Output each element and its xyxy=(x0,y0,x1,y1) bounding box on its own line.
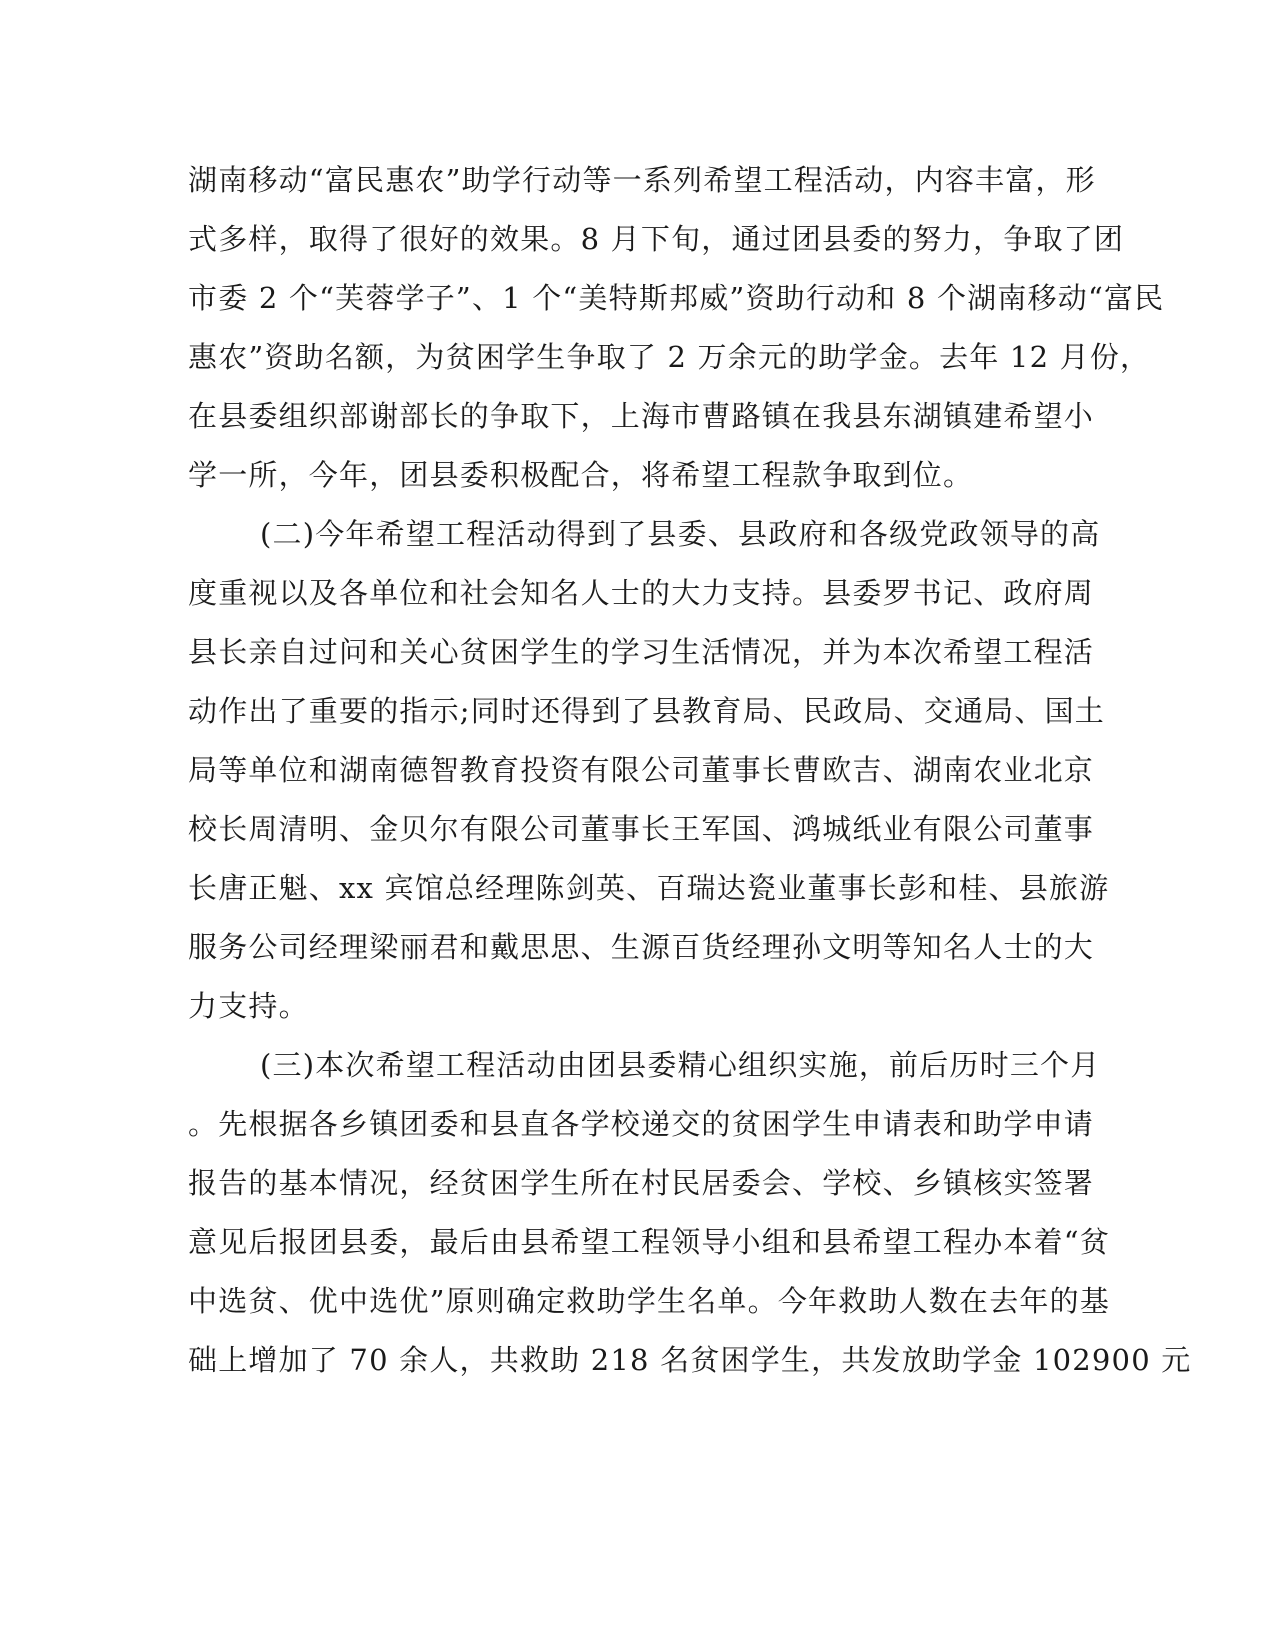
paragraph-2-line-5: 局等单位和湖南德智教育投资有限公司董事长曹欧吉、湖南农业北京 xyxy=(188,753,1095,787)
paragraph-1-line-4: 惠农”资助名额，为贫困学生争取了 2 万余元的助学金。去年 12 月份， xyxy=(188,340,1151,374)
paragraph-3-line-5: 中选贫、优中选优”原则确定救助学生名单。今年救助人数在去年的基 xyxy=(188,1284,1111,1318)
paragraph-1-line-5: 在县委组织部谢部长的争取下，上海市曹路镇在我县东湖镇建希望小 xyxy=(188,399,1095,433)
paragraph-2-line-1: (二)今年希望工程活动得到了县委、县政府和各级党政领导的高 xyxy=(260,517,1101,551)
paragraph-1-line-6: 学一所，今年，团县委积极配合，将希望工程款争取到位。 xyxy=(188,458,974,492)
paragraph-1-line-2: 式多样，取得了很好的效果。8 月下旬，通过团县委的努力，争取了团 xyxy=(188,222,1125,256)
paragraph-1-line-3: 市委 2 个“芙蓉学子”、1 个“美特斯邦威”资助行动和 8 个湖南移动“富民 xyxy=(188,281,1165,315)
paragraph-3-line-1: (三)本次希望工程活动由团县委精心组织实施，前后历时三个月 xyxy=(260,1048,1101,1082)
paragraph-2-line-6: 校长周清明、金贝尔有限公司董事长王军国、鸿城纸业有限公司董事 xyxy=(188,812,1095,846)
paragraph-1-line-1: 湖南移动“富民惠农”助学行动等一系列希望工程活动，内容丰富，形 xyxy=(188,163,1096,197)
paragraph-2-line-4: 动作出了重要的指示;同时还得到了县教育局、民政局、交通局、国土 xyxy=(188,694,1105,728)
paragraph-3-line-6: 础上增加了 70 余人，共救助 218 名贫困学生，共发放助学金 102900 元 xyxy=(188,1343,1192,1377)
paragraph-2-line-2: 度重视以及各单位和社会知名人士的大力支持。县委罗书记、政府周 xyxy=(188,576,1095,610)
paragraph-3-line-4: 意见后报团县委，最后由县希望工程领导小组和县希望工程办本着“贫 xyxy=(188,1225,1111,1259)
paragraph-3-line-2: 。先根据各乡镇团委和县直各学校递交的贫困学生申请表和助学申请 xyxy=(188,1107,1095,1141)
paragraph-2-line-3: 县长亲自过问和关心贫困学生的学习生活情况，并为本次希望工程活 xyxy=(188,635,1095,669)
paragraph-2-line-9: 力支持。 xyxy=(188,989,309,1023)
paragraph-3-line-3: 报告的基本情况，经贫困学生所在村民居委会、学校、乡镇核实签署 xyxy=(188,1166,1095,1200)
paragraph-2-line-7: 长唐正魁、xx 宾馆总经理陈剑英、百瑞达瓷业董事长彭和桂、县旅游 xyxy=(188,871,1110,905)
paragraph-2-line-8: 服务公司经理梁丽君和戴思思、生源百货经理孙文明等知名人士的大 xyxy=(188,930,1095,964)
